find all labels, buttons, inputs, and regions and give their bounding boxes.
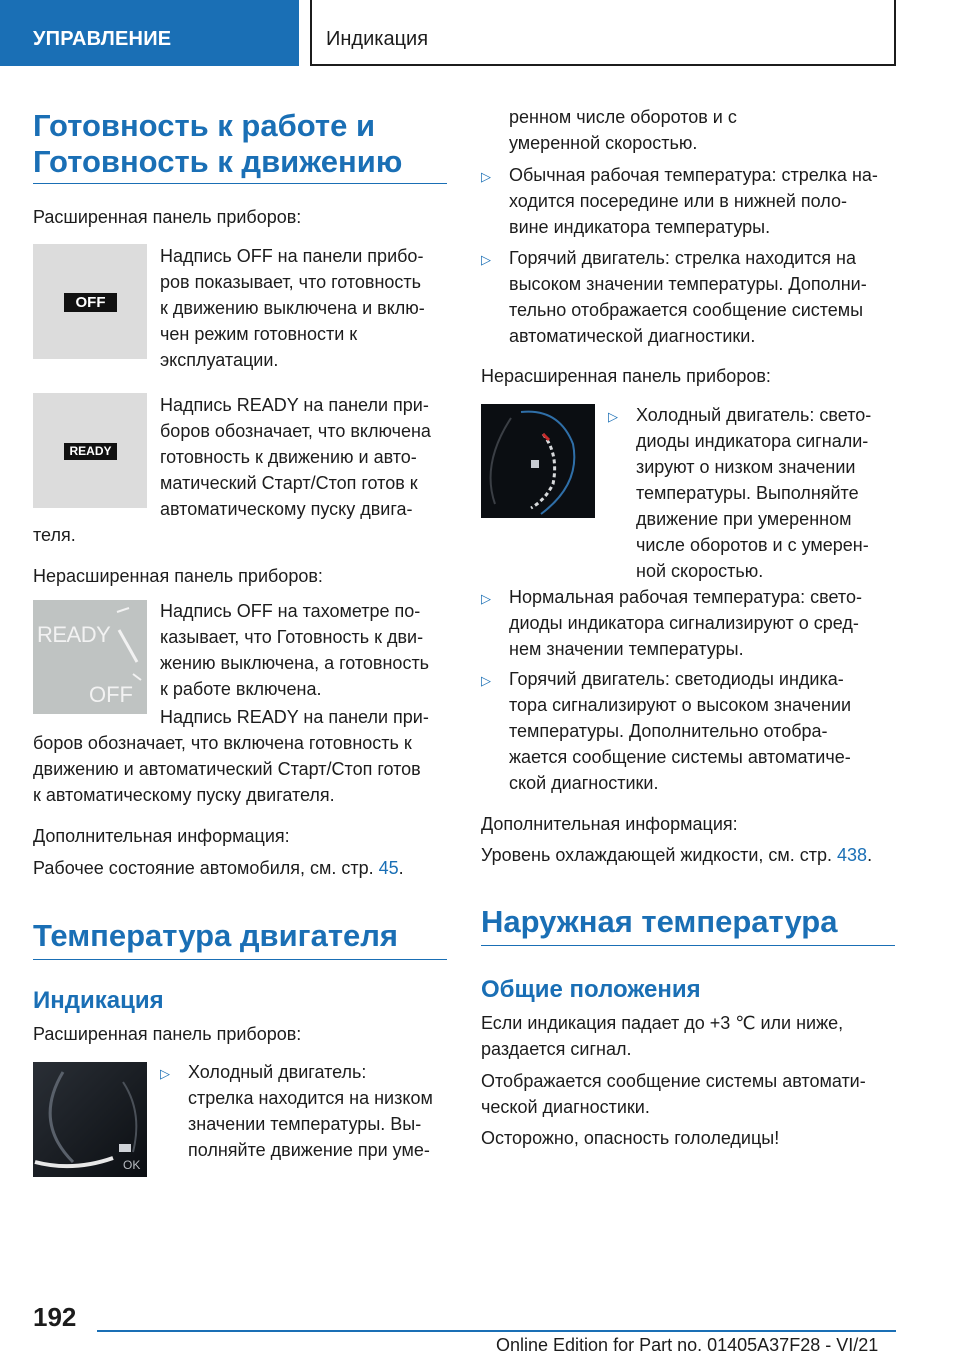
subheading-general: Общие положения: [481, 976, 701, 1003]
extended-panel-label: Расширенная панель приборов:: [33, 207, 302, 227]
page-link-438[interactable]: 438: [837, 845, 868, 865]
tacho-off-label: OFF: [89, 682, 133, 707]
led-cold-line: температуры. Выполняйте: [636, 483, 859, 503]
off-badge: OFF: [64, 293, 117, 312]
led-cold-line: диоды индикатора сигнали-: [636, 431, 869, 451]
p2-line: ческой диагностики.: [481, 1097, 650, 1117]
led-hot-line: Горячий двигатель: светодиоды индика-: [509, 669, 844, 689]
led-cold-line: числе оборотов и с умерен-: [636, 535, 869, 555]
cold-text-line: полняйте движение при уме-: [188, 1140, 430, 1160]
ready-desc-line: матический Старт/Стоп готов к: [160, 473, 418, 493]
off-description: [160, 243, 450, 373]
bullet-triangle-icon: ▷: [481, 169, 491, 184]
tacho-desc-line: жению выключена, а готовность: [160, 653, 430, 673]
hot-line: высоком значении температуры. Дополни-: [509, 274, 867, 294]
led-cold-line: ной скоростью.: [636, 561, 764, 581]
ready-description: [160, 392, 450, 522]
normal-line: Обычная рабочая температура: стрелка на-: [509, 165, 878, 185]
bullet-triangle-icon: ▷: [608, 409, 618, 424]
tacho-ready-line: к автоматическому пуску двигателя.: [33, 785, 335, 805]
tacho-desc-line: Надпись OFF на тахометре по-: [160, 601, 421, 621]
led-cold-line: Холодный двигатель: свето-: [636, 405, 872, 425]
reference-text: Уровень охлаждающей жидкости, см. стр.: [481, 845, 838, 865]
more-info-label-2: Дополнительная информация:: [481, 814, 738, 834]
footer-divider: [97, 1330, 896, 1332]
led-hot-line: тора сигнализируют о высоком значении: [509, 695, 852, 715]
normal-line: вине индикатора температуры.: [509, 217, 771, 237]
led-temperature-gauge-image: [481, 404, 595, 518]
bullet-triangle-icon: ▷: [481, 591, 491, 606]
gauge-ok-label: OK: [123, 1158, 141, 1172]
off-indicator-image: [33, 244, 147, 359]
more-info-label: Дополнительная информация:: [33, 826, 290, 846]
header-section-label: УПРАВЛЕНИЕ: [33, 28, 172, 50]
tacho-ready-description: [33, 704, 453, 808]
tachometer-image: [33, 600, 147, 714]
tacho-off-description: [160, 598, 450, 702]
led-hot-line: температуры. Дополнительно отобра-: [509, 721, 828, 741]
ready-desc-line: Надпись READY на панели при-: [160, 395, 429, 415]
off-desc-line: ров показывает, что готовность: [160, 272, 422, 292]
extended-panel-label-2: Расширенная панель приборов:: [33, 1024, 302, 1044]
tacho-ready-line: движению и автоматический Старт/Стоп готов: [33, 759, 421, 779]
outside-temp-paragraph-2: [481, 1068, 895, 1120]
bullet-triangle-icon: ▷: [481, 673, 491, 688]
subheading-indication: Индикация: [33, 987, 164, 1014]
outside-temp-paragraph-1: [481, 1010, 895, 1062]
cont-line: умеренной скоростью.: [509, 133, 698, 153]
ready-desc-line: готовность к движению и авто-: [160, 447, 417, 467]
heading-engine-temperature: Температура двигателя: [33, 918, 447, 960]
tacho-ready-line: боров обозначает, что включена готовность к: [33, 733, 412, 753]
led-cold-line: зируют о низком значении: [636, 457, 856, 477]
reference-dot: .: [398, 858, 404, 878]
off-desc-line: чен режим готовности к: [160, 324, 358, 344]
cold-text-line: Холодный двигатель:: [188, 1062, 367, 1082]
temperature-gauge-image: [33, 1062, 147, 1177]
page-link-45[interactable]: 45: [378, 858, 399, 878]
nonextended-panel-label: Нерасширенная панель приборов:: [33, 566, 323, 586]
heading-readiness-line1: Готовность к работе и: [33, 108, 376, 143]
ready-desc-line: автоматическому пуску двига-: [160, 499, 413, 519]
off-desc-line: эксплуатации.: [160, 350, 279, 370]
led-cold-line: движение при умеренном: [636, 509, 852, 529]
tacho-desc-line: к работе включена.: [160, 679, 322, 699]
led-normal-line: диоды индикатора сигнализируют о сред-: [509, 613, 859, 633]
p1-line: Если индикация падает до +3 ℃ или ниже,: [481, 1013, 844, 1033]
edition-info: Online Edition for Part no. 01405A37F28 - VI/21: [496, 1335, 879, 1355]
heading-readiness: [33, 108, 447, 184]
cont-line: ренном числе оборотов и с: [509, 107, 737, 127]
p1-line: раздается сигнал.: [481, 1039, 632, 1059]
led-normal-line: Нормальная рабочая температура: свето-: [509, 587, 862, 607]
page-number: 192: [33, 1302, 77, 1332]
ready-badge: READY: [64, 443, 117, 460]
led-gauge-arc-icon: [481, 404, 595, 518]
heading-readiness-line2: Готовность к движению: [33, 144, 403, 179]
header-chapter-label: Индикация: [326, 28, 429, 50]
hot-line: тельно отображается сообщение системы: [509, 300, 864, 320]
coolant-reference: [481, 842, 872, 868]
normal-line: ходится посередине или в нижней поло-: [509, 191, 847, 211]
led-hot-line: ской диагностики.: [509, 773, 659, 793]
vehicle-status-reference: [33, 855, 404, 881]
ready-desc-line: боров обозначает, что включена: [160, 421, 431, 441]
cold-text-line: значении температуры. Вы-: [188, 1114, 422, 1134]
led-hot-line: жается сообщение системы автоматиче-: [509, 747, 851, 767]
reference-text: Рабочее состояние автомобиля, см. стр.: [33, 858, 379, 878]
hot-line: автоматической диагностики.: [509, 326, 756, 346]
off-desc-line: Надпись OFF на панели прибо-: [160, 246, 424, 266]
tacho-needle-icon: [33, 600, 147, 714]
cold-text-line: стрелка находится на низком: [188, 1088, 433, 1108]
off-desc-line: к движению выключена и вклю-: [160, 298, 425, 318]
hot-line: Горячий двигатель: стрелка находится на: [509, 248, 856, 268]
cold-engine-continuation: [509, 104, 899, 156]
reference-dot: .: [867, 845, 873, 865]
p2-line: Отображается сообщение системы автомати-: [481, 1071, 866, 1091]
tacho-ready-label: READY: [37, 622, 111, 647]
header-section-tab: [0, 0, 299, 66]
ready-indicator-image: [33, 393, 147, 508]
ready-description-tail: теля.: [33, 525, 76, 545]
bullet-triangle-icon: ▷: [481, 252, 491, 267]
header-chapter-box: [310, 0, 896, 66]
tacho-desc-line: казывает, что Готовность к дви-: [160, 627, 424, 647]
heading-outside-temperature: Наружная температура: [481, 904, 895, 946]
led-normal-line: нем значении температуры.: [509, 639, 744, 659]
ice-warning: Осторожно, опасность гололедицы!: [481, 1128, 780, 1148]
bullet-triangle-icon: ▷: [160, 1066, 170, 1081]
nonextended-panel-label-2: Нерасширенная панель приборов:: [481, 366, 771, 386]
tacho-ready-line: Надпись READY на панели при-: [160, 707, 429, 727]
